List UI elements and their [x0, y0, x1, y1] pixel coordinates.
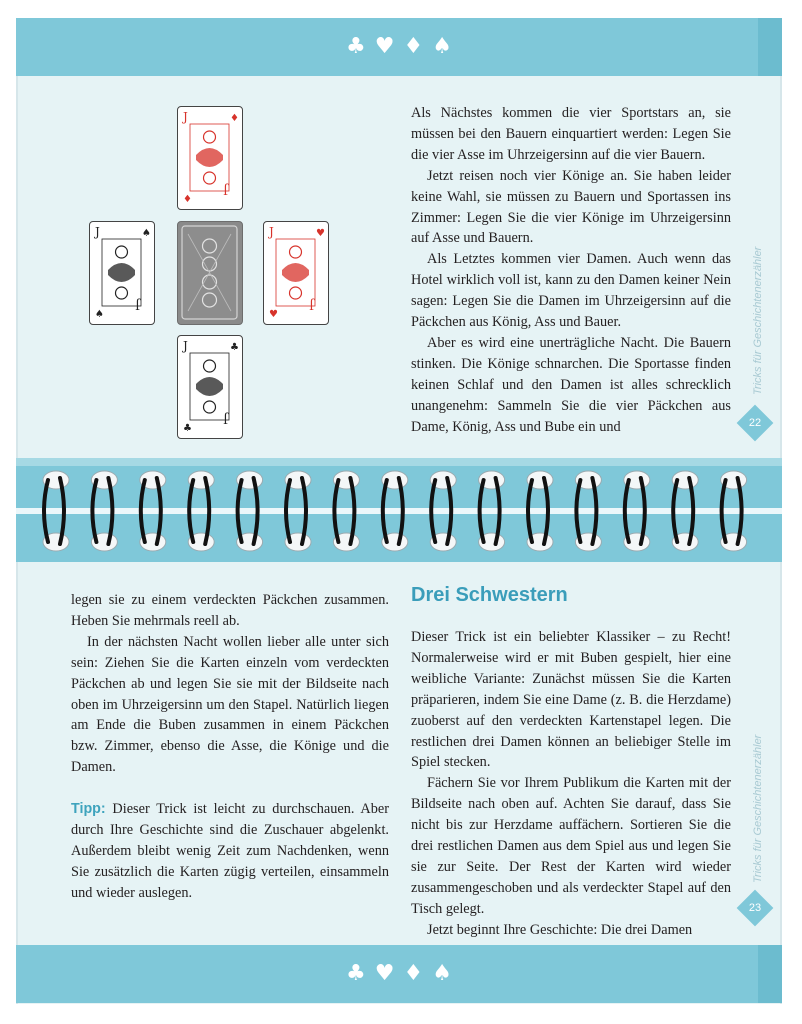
heart-icon: ♥	[374, 34, 395, 59]
binding-ring-right	[738, 478, 742, 544]
binding-ring-left	[528, 480, 532, 542]
page-number-badge-23	[737, 890, 774, 927]
card-art	[178, 222, 241, 323]
jack-head-lower	[290, 287, 302, 299]
binding-ring-left	[334, 480, 338, 542]
jack-head-upper	[290, 246, 302, 258]
paragraph: In der nächsten Nacht wollen lieber alle unter sich sein: Ziehen Sie die Karten einzeln vom verdeckten Päckchen ab und legen Sie sie mit der Bildseite nach oben im Uhrzeigersinn um den Stapel. Natürlich liegen am Ende die Buben zusammen in einem Päckchen bzw. Zimmer, ebenso die Asse, die Könige und die Damen.	[71, 633, 389, 776]
card-face-down	[177, 221, 243, 325]
tip-label: Tipp:	[71, 801, 106, 818]
card-art	[178, 336, 241, 437]
card-suit-label: ♣	[183, 423, 192, 434]
paragraph: Fächern Sie vor Ihrem Publikum die Karten mit der Bildseite nach oben auf. Achten Sie darauf, dass Sie nicht bis zur Herzdame auffächern. Sortieren Sie die drei restlichen Damen aus dem Spiel aus und legen Sie sie zur Seite. Der Rest der Karten wird wieder zusammengeschoben und als verdeckter Stapel auf den Tisch gelegt.	[411, 775, 731, 917]
binding-ring-right	[108, 478, 112, 544]
club-icon: ♣	[346, 34, 366, 59]
binding-ring-left	[673, 480, 677, 542]
binding-ring-left	[383, 480, 387, 542]
tip-paragraph	[71, 799, 389, 904]
card-rank-label: J	[269, 225, 274, 239]
jack-body	[196, 148, 223, 167]
binding-ring-left	[189, 480, 193, 542]
jack-head-lower	[204, 401, 216, 413]
page-number: 23	[748, 902, 762, 914]
diamond-icon: ♦	[403, 961, 424, 986]
jack-head-upper	[204, 360, 216, 372]
spine-label-bottom: Tricks für Geschichtenerzähler	[752, 734, 764, 883]
jack-body	[282, 263, 309, 282]
paragraph: Jetzt beginnt Ihre Geschichte: Die drei Damen	[427, 921, 693, 938]
card-suit-label: ♠	[142, 228, 151, 239]
card-art	[90, 222, 153, 323]
diamond-icon: ♦	[403, 34, 424, 59]
page-number: 22	[748, 417, 762, 429]
card-rank-label: J	[183, 339, 188, 353]
binding-ring-right	[254, 478, 258, 544]
page-23-right-text	[411, 627, 731, 941]
page-number-badge-22	[737, 405, 774, 442]
club-icon: ♣	[346, 961, 366, 986]
card-suit-label: ♠	[95, 309, 104, 320]
binding-ring-left	[238, 480, 242, 542]
jack-body	[196, 377, 223, 396]
card-suit-label: ♣	[230, 342, 239, 353]
tip-text: Dieser Trick ist leicht zu durchschauen. Aber durch Ihre Geschichte sind die Zuschauer abgelenkt. Außerdem bleibt wenig Zeit zum Nachdenken, wenn Sie zusätzlich die Karten zügig verteilen, einsammeln und wieder auslegen.	[71, 801, 389, 901]
bottom-band-edge	[758, 945, 782, 1003]
card-rank-label: J	[223, 412, 228, 426]
binding-ring-left	[44, 480, 48, 542]
heart-icon: ♥	[374, 961, 395, 986]
binding-ring-right	[641, 478, 645, 544]
binding-ring-left	[141, 480, 145, 542]
card-suit-label: ♥	[269, 309, 278, 320]
binding-ring-right	[689, 478, 693, 544]
jack-head-upper	[116, 246, 128, 258]
jack-head-lower	[116, 287, 128, 299]
binding-ring-left	[286, 480, 290, 542]
card-rank-label: J	[95, 225, 100, 239]
section-heading: Drei Schwestern	[411, 584, 568, 606]
bottom-suit-symbols	[346, 963, 452, 985]
binding-ring-left	[480, 480, 484, 542]
binding-ring-right	[592, 478, 596, 544]
binding-ring-right	[399, 478, 403, 544]
paragraph: Als Nächstes kommen die vier Sportstars an, sie müssen bei den Bauern einquartiert werden: Legen Sie die vier Asse im Uhrzeigersinn auf die vier Bauern.	[411, 105, 731, 163]
spine-label-top: Tricks für Geschichtenerzähler	[752, 246, 764, 395]
top-suit-symbols	[346, 36, 452, 58]
spiral-binding	[16, 458, 782, 562]
paragraph: Aber es wird eine unerträgliche Nacht. Die Bauern stinken. Die Könige schnarchen. Die Sportasse finden keinen Schlaf und den Damen ist alles schrecklich unangenehm: Sammeln Sie die vier Päckchen aus Dame, König, Ass und Bube ein und	[411, 334, 731, 435]
page-23-left-text	[71, 590, 389, 904]
top-band	[16, 18, 782, 76]
card-suit-label: ♦	[183, 194, 192, 205]
card-jack-of-spades	[89, 221, 155, 325]
card-suit-label: ♦	[230, 113, 239, 124]
paragraph: Jetzt reisen noch vier Könige an. Sie haben leider keine Wahl, sie müssen zu Bauern und Sportassen ins Zimmer: Legen Sie die vier Könige im Uhrzeigersinn auf Asse und Bauern.	[411, 167, 731, 247]
binding-ring-right	[60, 478, 64, 544]
jack-body	[108, 263, 135, 282]
binding-ring-left	[576, 480, 580, 542]
paragraph: Als Letztes kommen vier Damen. Auch wenn das Hotel wirklich voll ist, kann zu den Damen keiner Nein sagen: Legen Sie die Damen im Uhrzeigersinn auf die Päckchen aus König, Ass und Bauer.	[411, 251, 731, 331]
binding-ring-right	[350, 478, 354, 544]
spade-icon: ♠	[432, 961, 452, 986]
binding-ring-right	[302, 478, 306, 544]
page-22-text	[411, 103, 731, 438]
card-jack-of-diamonds	[177, 106, 243, 210]
card-suit-label: ♥	[316, 228, 325, 239]
jack-head-lower	[204, 172, 216, 184]
jack-head-upper	[204, 131, 216, 143]
binding-ring-left	[431, 480, 435, 542]
binding-ring-left	[722, 480, 726, 542]
card-rank-label: J	[135, 298, 140, 312]
binding-ring-right	[496, 478, 500, 544]
card-rank-label: J	[183, 110, 188, 124]
card-rank-label: J	[223, 183, 228, 197]
card-jack-of-clubs	[177, 335, 243, 439]
card-art	[264, 222, 327, 323]
paragraph: legen sie zu einem verdeckten Päckchen zusammen. Heben Sie mehrmals reell ab.	[71, 592, 389, 629]
binding-ring-right	[205, 478, 209, 544]
spade-icon: ♠	[432, 34, 452, 59]
card-rank-label: J	[309, 298, 314, 312]
binding-ring-right	[157, 478, 161, 544]
binding-ring-left	[625, 480, 629, 542]
bottom-band	[16, 945, 782, 1003]
binding-ring-left	[92, 480, 96, 542]
binding-rings	[16, 458, 782, 562]
card-art	[178, 107, 241, 208]
paragraph: Dieser Trick ist ein beliebter Klassiker – zu Recht! Normalerweise wird er mit Buben gespielt, hier eine weibliche Variante: Zunächst müssen Sie die Karten präparieren, indem Sie eine Dame (z. B. die Herzdame) zuoberst auf den verdeckten Kartenstapel legen. Die restlichen drei Damen können an beliebiger Stelle im Spiel stecken.	[411, 629, 731, 771]
binding-ring-right	[544, 478, 548, 544]
top-band-edge	[758, 18, 782, 76]
binding-ring-right	[447, 478, 451, 544]
card-jack-of-hearts	[263, 221, 329, 325]
